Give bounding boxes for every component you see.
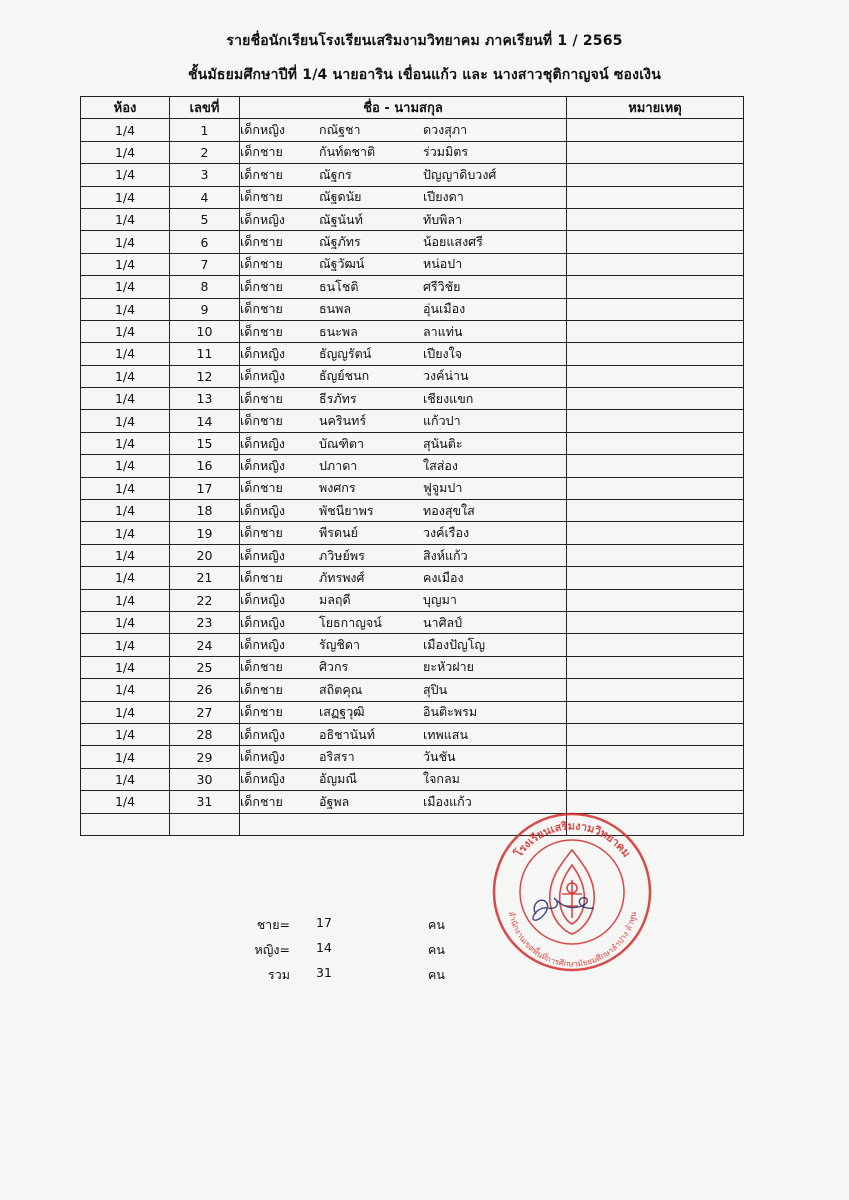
cell-room: 1/4	[81, 679, 170, 701]
cell-note	[567, 477, 744, 499]
cell-number: 17	[170, 477, 240, 499]
cell-note	[567, 410, 744, 432]
name-first: ภวิษย์พร	[319, 547, 365, 563]
name-prefix: เด็กหญิง	[240, 122, 285, 138]
cell-note	[567, 141, 744, 163]
cell-note	[567, 186, 744, 208]
table-row	[81, 544, 744, 566]
name-first: ธัญญรัตน์	[319, 345, 372, 361]
name-prefix: เด็กชาย	[240, 323, 283, 339]
column-header-number: เลขที่	[170, 97, 240, 119]
table-row	[81, 634, 744, 656]
name-last: เมืองแก้ว	[423, 793, 472, 809]
cell-number: 2	[170, 141, 240, 163]
name-last: เชียงแขก	[423, 390, 474, 406]
cell-number: 4	[170, 186, 240, 208]
name-first: กันท์ตชาติ	[319, 144, 376, 160]
cell-name	[240, 365, 567, 387]
name-prefix: เด็กหญิง	[240, 547, 285, 563]
name-prefix: เด็กหญิง	[240, 592, 285, 608]
cell-room: 1/4	[81, 231, 170, 253]
cell-note	[567, 276, 744, 298]
name-first: พงศกร	[319, 480, 356, 496]
table-row	[81, 343, 744, 365]
name-last: แก้วปา	[423, 413, 461, 429]
table-row	[81, 477, 744, 499]
cell-room: 1/4	[81, 723, 170, 745]
cell-room: 1/4	[81, 410, 170, 432]
cell-note	[567, 567, 744, 589]
cell-room: 1/4	[81, 253, 170, 275]
table-row	[81, 298, 744, 320]
name-last: นาศิลป์	[423, 614, 463, 630]
name-prefix: เด็กหญิง	[240, 435, 285, 451]
cell-number: 30	[170, 768, 240, 790]
name-last: หน่อปา	[423, 256, 463, 272]
cell-number: 31	[170, 791, 240, 813]
cell-number: 8	[170, 276, 240, 298]
summary-value: 31	[316, 965, 332, 980]
page-subtitle: ชั้นมัธยมศึกษาปีที่ 1/4 นายอาริน เขื่อนแก้ว และ นางสาวชุติกาญจน์ ซองเงิน	[187, 67, 661, 83]
cell-name	[240, 634, 567, 656]
cell-note	[567, 634, 744, 656]
blank-cell	[170, 813, 240, 835]
cell-note	[567, 164, 744, 186]
name-first: อธิชานันท์	[319, 726, 375, 742]
cell-note	[567, 253, 744, 275]
name-prefix: เด็กหญิง	[240, 368, 285, 384]
cell-number: 20	[170, 544, 240, 566]
name-prefix: เด็กชาย	[240, 659, 283, 675]
name-first: ภัทรพงศ์	[319, 569, 365, 585]
name-prefix: เด็กชาย	[240, 681, 283, 697]
cell-number: 11	[170, 343, 240, 365]
name-first: เสฏฐวุฒิ	[319, 704, 365, 720]
name-last: สิงห์แก้ว	[423, 547, 468, 563]
cell-name	[240, 253, 567, 275]
name-first: นครินทร์	[319, 413, 367, 429]
cell-note	[567, 746, 744, 768]
cell-name	[240, 208, 567, 230]
table-row	[81, 141, 744, 163]
name-last: เปียงดา	[423, 189, 464, 205]
table-body	[81, 119, 744, 836]
name-prefix: เด็กชาย	[240, 189, 283, 205]
cell-number: 22	[170, 589, 240, 611]
name-prefix: เด็กชาย	[240, 525, 283, 541]
cell-note	[567, 298, 744, 320]
name-last: ดวงสุภา	[423, 122, 468, 138]
cell-note	[567, 432, 744, 454]
name-last: วันชัน	[423, 749, 456, 765]
table-row	[81, 231, 744, 253]
name-first: รัญชิดา	[319, 637, 360, 653]
cell-room: 1/4	[81, 119, 170, 141]
name-prefix: เด็กหญิง	[240, 211, 285, 227]
cell-room: 1/4	[81, 164, 170, 186]
table-row	[81, 567, 744, 589]
name-prefix: เด็กชาย	[240, 278, 283, 294]
cell-name	[240, 276, 567, 298]
name-first: ณัฐกร	[319, 166, 352, 182]
cell-room: 1/4	[81, 320, 170, 342]
table-row	[81, 119, 744, 141]
cell-name	[240, 656, 567, 678]
name-first: ณัฐนันท์	[319, 211, 363, 227]
cell-note	[567, 119, 744, 141]
cell-number: 16	[170, 455, 240, 477]
cell-name	[240, 544, 567, 566]
name-last: สุนันติะ	[423, 435, 463, 451]
cell-number: 9	[170, 298, 240, 320]
cell-room: 1/4	[81, 522, 170, 544]
name-prefix: เด็กหญิง	[240, 614, 285, 630]
cell-room: 1/4	[81, 791, 170, 813]
cell-room: 1/4	[81, 388, 170, 410]
cell-room: 1/4	[81, 186, 170, 208]
name-first: ณัฐดนัย	[319, 189, 362, 205]
table-row	[81, 455, 744, 477]
table-row	[81, 253, 744, 275]
name-prefix: เด็กหญิง	[240, 726, 285, 742]
name-prefix: เด็กชาย	[240, 144, 283, 160]
cell-note	[567, 656, 744, 678]
name-last: วงค์น่าน	[423, 368, 469, 384]
name-last: อุ่นเมือง	[423, 301, 466, 317]
cell-number: 18	[170, 500, 240, 522]
table-row	[81, 388, 744, 410]
cell-room: 1/4	[81, 276, 170, 298]
cell-room: 1/4	[81, 656, 170, 678]
table-row	[81, 723, 744, 745]
name-last: เมืองปัญโญ	[423, 637, 486, 653]
table-row	[81, 701, 744, 723]
name-first: อริสรา	[319, 749, 355, 765]
table-row	[81, 679, 744, 701]
cell-name	[240, 231, 567, 253]
name-last: อินติะพรม	[423, 704, 478, 720]
name-first: ปภาดา	[319, 457, 358, 473]
name-prefix: เด็กหญิง	[240, 771, 285, 787]
cell-number: 5	[170, 208, 240, 230]
name-first: สถิตคุณ	[319, 681, 363, 697]
seal-text-top: โรงเรียนเสริมงามวิทยาคม	[511, 819, 634, 860]
student-roster-table	[80, 96, 744, 836]
summary-unit: คน	[428, 917, 445, 932]
cell-room: 1/4	[81, 701, 170, 723]
cell-name	[240, 432, 567, 454]
name-last: ศรีวิชัย	[423, 278, 461, 294]
cell-name	[240, 746, 567, 768]
cell-number: 25	[170, 656, 240, 678]
name-prefix: เด็กชาย	[240, 480, 283, 496]
name-last: ฟูจูมปา	[423, 480, 463, 496]
table-row	[81, 746, 744, 768]
cell-name	[240, 500, 567, 522]
table-row	[81, 365, 744, 387]
cell-note	[567, 701, 744, 723]
name-first: ธนโชติ	[319, 278, 359, 294]
school-seal-stamp	[490, 810, 655, 975]
table-row	[81, 768, 744, 790]
cell-note	[567, 544, 744, 566]
cell-note	[567, 768, 744, 790]
name-prefix: เด็กหญิง	[240, 749, 285, 765]
cell-note	[567, 455, 744, 477]
cell-name	[240, 119, 567, 141]
name-last: สุปิน	[423, 681, 448, 697]
cell-room: 1/4	[81, 432, 170, 454]
cell-note	[567, 320, 744, 342]
name-first: พัชนียาพร	[319, 502, 374, 518]
cell-room: 1/4	[81, 141, 170, 163]
cell-number: 10	[170, 320, 240, 342]
cell-note	[567, 500, 744, 522]
name-last: ใสส่อง	[423, 457, 458, 473]
seal-text-bottom: สำนักงานเขตพื้นที่การศึกษามัธยมศึกษาลำปาง ลำพูน	[506, 910, 639, 969]
cell-room: 1/4	[81, 455, 170, 477]
table-row	[81, 432, 744, 454]
table-row	[81, 500, 744, 522]
name-first: อัญมณี	[319, 771, 357, 787]
name-last: น้อยแสงศรี	[423, 234, 483, 250]
cell-number: 23	[170, 611, 240, 633]
summary-label: รวม	[268, 967, 290, 982]
cell-name	[240, 768, 567, 790]
name-first: ณัฐวัฒน์	[319, 256, 365, 272]
name-first: ธีรภัทร	[319, 390, 357, 406]
column-header-room: ห้อง	[81, 97, 170, 119]
name-prefix: เด็กชาย	[240, 166, 283, 182]
cell-name	[240, 455, 567, 477]
cell-room: 1/4	[81, 343, 170, 365]
cell-name	[240, 186, 567, 208]
summary-unit: คน	[428, 942, 445, 957]
cell-number: 24	[170, 634, 240, 656]
cell-name	[240, 477, 567, 499]
table-row	[81, 276, 744, 298]
name-prefix: เด็กหญิง	[240, 637, 285, 653]
name-last: ลาแท่น	[423, 323, 463, 339]
name-first: ธนพล	[319, 301, 352, 317]
name-prefix: เด็กชาย	[240, 256, 283, 272]
table-row	[81, 164, 744, 186]
table-header-row	[81, 97, 744, 119]
cell-room: 1/4	[81, 611, 170, 633]
cell-number: 28	[170, 723, 240, 745]
summary-label: ชาย=	[256, 917, 290, 932]
cell-room: 1/4	[81, 208, 170, 230]
cell-name	[240, 298, 567, 320]
table-row	[81, 208, 744, 230]
name-last: เปียงใจ	[423, 345, 463, 361]
cell-note	[567, 208, 744, 230]
name-last: เทพแสน	[423, 726, 468, 742]
name-prefix: เด็กชาย	[240, 301, 283, 317]
cell-room: 1/4	[81, 589, 170, 611]
cell-note	[567, 679, 744, 701]
column-header-name: ชื่อ - นามสกุล	[240, 97, 567, 119]
cell-note	[567, 611, 744, 633]
cell-number: 14	[170, 410, 240, 432]
page-title: รายชื่อนักเรียนโรงเรียนเสริมงามวิทยาคม ภาคเรียนที่ 1 / 2565	[226, 33, 623, 49]
cell-name	[240, 164, 567, 186]
table-row	[81, 320, 744, 342]
name-last: คงเมือง	[423, 569, 464, 585]
name-first: ณัฐภัทร	[319, 234, 361, 250]
cell-room: 1/4	[81, 746, 170, 768]
cell-note	[567, 723, 744, 745]
cell-name	[240, 410, 567, 432]
table-row	[81, 656, 744, 678]
cell-room: 1/4	[81, 365, 170, 387]
cell-name	[240, 320, 567, 342]
name-last: ทองสุขใส	[423, 502, 475, 518]
table-row	[81, 611, 744, 633]
cell-number: 19	[170, 522, 240, 544]
cell-note	[567, 343, 744, 365]
cell-room: 1/4	[81, 477, 170, 499]
cell-room: 1/4	[81, 298, 170, 320]
summary-unit: คน	[428, 967, 445, 982]
name-first: ธนะพล	[319, 323, 358, 339]
summary-value: 14	[316, 940, 332, 955]
name-prefix: เด็กชาย	[240, 390, 283, 406]
cell-number: 29	[170, 746, 240, 768]
name-last: ปัญญาดิบวงศ์	[423, 166, 497, 182]
cell-number: 21	[170, 567, 240, 589]
cell-name	[240, 679, 567, 701]
cell-number: 6	[170, 231, 240, 253]
cell-room: 1/4	[81, 567, 170, 589]
blank-cell	[81, 813, 170, 835]
cell-name	[240, 522, 567, 544]
name-first: กณัฐชา	[319, 122, 361, 138]
cell-number: 7	[170, 253, 240, 275]
name-prefix: เด็กชาย	[240, 413, 283, 429]
cell-room: 1/4	[81, 500, 170, 522]
name-last: ร่วมมิตร	[423, 144, 469, 160]
name-first: ธัญย์ชนก	[319, 368, 370, 384]
cell-number: 3	[170, 164, 240, 186]
name-prefix: เด็กหญิง	[240, 502, 285, 518]
name-prefix: เด็กหญิง	[240, 457, 285, 473]
name-last: ทับพิลา	[423, 211, 463, 227]
name-prefix: เด็กชาย	[240, 569, 283, 585]
table-row	[81, 410, 744, 432]
cell-note	[567, 388, 744, 410]
table-row	[81, 186, 744, 208]
name-first: พีรดนย์	[319, 525, 358, 541]
cell-room: 1/4	[81, 634, 170, 656]
cell-name	[240, 343, 567, 365]
cell-name	[240, 567, 567, 589]
name-first: โยธกาญจน์	[319, 614, 382, 630]
cell-number: 12	[170, 365, 240, 387]
name-prefix: เด็กหญิง	[240, 345, 285, 361]
name-last: วงค์เรือง	[423, 525, 470, 541]
name-first: ศิวกร	[319, 659, 349, 675]
name-first: บัณฑิตา	[319, 435, 365, 451]
cell-number: 26	[170, 679, 240, 701]
name-last: บุญมา	[423, 592, 457, 608]
summary-value: 17	[316, 915, 332, 930]
name-prefix: เด็กชาย	[240, 704, 283, 720]
cell-number: 1	[170, 119, 240, 141]
cell-room: 1/4	[81, 544, 170, 566]
cell-name	[240, 611, 567, 633]
name-prefix: เด็กชาย	[240, 793, 283, 809]
cell-note	[567, 365, 744, 387]
column-header-note: หมายเหตุ	[567, 97, 744, 119]
name-first: อัฐพล	[319, 793, 350, 809]
name-last: ใจกลม	[423, 771, 460, 787]
cell-note	[567, 522, 744, 544]
cell-number: 27	[170, 701, 240, 723]
cell-note	[567, 589, 744, 611]
cell-name	[240, 589, 567, 611]
cell-number: 15	[170, 432, 240, 454]
cell-name	[240, 141, 567, 163]
table-row	[81, 522, 744, 544]
cell-note	[567, 231, 744, 253]
table-row	[81, 589, 744, 611]
cell-name	[240, 723, 567, 745]
seal-emblem-icon	[550, 850, 594, 934]
name-prefix: เด็กชาย	[240, 234, 283, 250]
cell-name	[240, 388, 567, 410]
cell-room: 1/4	[81, 768, 170, 790]
summary-label: หญิง=	[254, 942, 290, 957]
cell-name	[240, 701, 567, 723]
cell-number: 13	[170, 388, 240, 410]
name-last: ยะหัวฝาย	[423, 659, 474, 675]
name-first: มลฤดี	[319, 592, 351, 608]
